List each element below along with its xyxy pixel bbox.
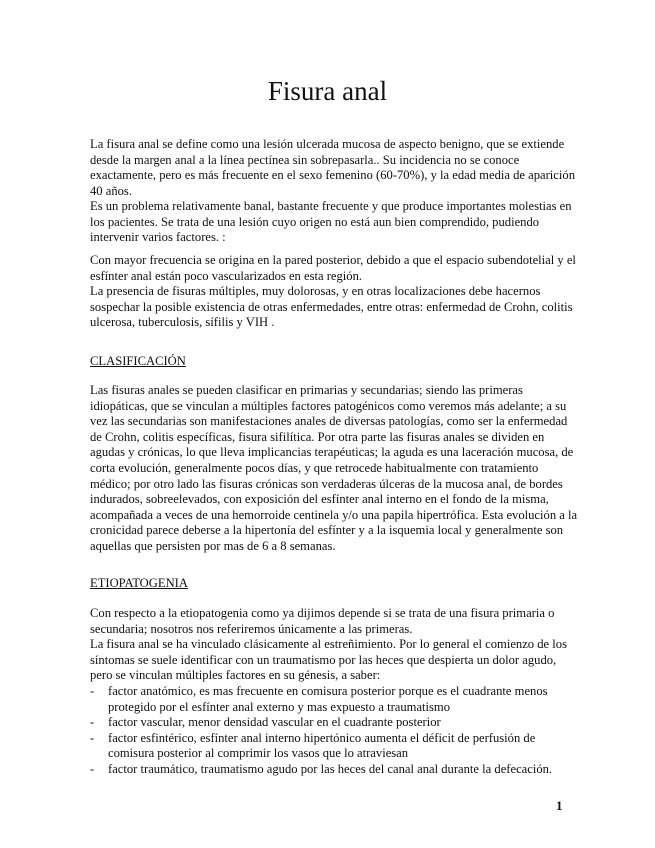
etiopatogenia-paragraph-factors: La fisura anal se ha vinculado clásicamente al estreñimiento. Por lo general el comienzo de los síntomas se suele identificar con un traumatismo por las heces que despierta un dolor agudo, pero se vinculan múltiples factores en su génesis, a saber: xyxy=(90,637,567,683)
factor-traumatico: factor traumático, traumatismo agudo por las heces del canal anal durante la defecación. xyxy=(108,761,553,776)
factor-vascular: factor vascular, menor densidad vascular en el cuadrante posterior xyxy=(108,715,441,730)
list-item xyxy=(90,731,578,762)
heading-etiopatogenia: ETIOPATOGENIA xyxy=(90,576,188,590)
bullet-dash: - xyxy=(90,730,95,745)
list-item xyxy=(90,762,578,778)
factor-anatomico: factor anatómico, es mas frecuente en comisura posterior porque es el cuadrante menos protegido por el esfínter anal externo y mas expuesto a traumatismo xyxy=(108,684,548,714)
page-number: 1 xyxy=(556,798,563,813)
factors-list xyxy=(90,684,578,778)
bullet-dash: - xyxy=(90,715,95,730)
bullet-dash: - xyxy=(90,684,95,698)
intro-paragraph-multiple: La presencia de fisuras múltiples, muy dolorosas, y en otras localizaciones debe hacernos sospechar la posible existencia de otras enfermedades, entre otras: enfermedad de Crohn, colitis ulcerosa, tuberculosis, sífilis y VIH . xyxy=(90,284,573,330)
list-item xyxy=(90,715,578,731)
factor-esfinterico: factor esfintérico, esfínter anal interno hipertónico aumenta el déficit de perfusión de comisura posterior al comprimir los vasos que lo atraviesan xyxy=(108,730,536,761)
clasificacion-paragraph: Las fisuras anales se pueden clasificar en primarias y secundarias; siendo las primeras idiopáticas, que se vinculan a múltiples factores patogénicos como veremos más adelante; a su vez las secundarias son manifestaciones anales de diversas patologías, como ser la enfermedad de Crohn, colitis específicas, fisura sifilítica. Por otra parte las fisuras anales se dividen en agudas y crónicas, lo que lleva implicancias terapéuticas; la aguda es una laceración mucosa, de corta evolución, generalmente pocos días, y que retrocede habitualmente con tratamiento médico; por otro lado las fisuras crónicas son verdaderas úlceras de la mucosa anal, de bordes indurados, sobreelevados, con exposición del esfínter anal interno en el fondo de la misma, acompañada a veces de una hemorroide centinela y/o una papila hipertrófica. Esta evolución a la cronicidad parece deberse a la hipertonía del esfínter y a la isquemia local y generalmente son aquellas que persisten por mas de 6 a 8 semanas. xyxy=(90,383,578,553)
document-title: Fisura anal xyxy=(267,76,388,106)
etiopatogenia-paragraph-intro: Con respecto a la etiopatogenia como ya dijimos depende si se trata de una fisura primaria o secundaria; nosotros nos referiremos únicamente a las primeras. xyxy=(90,606,555,636)
intro-paragraph-problem: Es un problema relativamente banal, bastante frecuente y que produce importantes molestias en los pacientes. Se trata de una lesión cuyo origen no está aun bien comprendido, pudiendo intervenir varios factores. : xyxy=(90,199,572,245)
intro-paragraph-definition: La fisura anal se define como una lesión ulcerada mucosa de aspecto benigno, que se extiende desde la margen anal a la línea pectínea sin sobrepasarla.. Su incidencia no se conoce exactamente, pero es más frecuente en el sexo femenino (60-70%), y la edad media de aparición 40 años. xyxy=(90,137,575,198)
list-item xyxy=(90,684,578,715)
bullet-dash: - xyxy=(90,761,95,776)
heading-clasificacion: CLASIFICACIÓN xyxy=(90,354,186,368)
intro-paragraph-origin: Con mayor frecuencia se origina en la pared posterior, debido a que el espacio subendotelial y el esfínter anal están poco vascularizados en esta región. xyxy=(90,253,576,283)
